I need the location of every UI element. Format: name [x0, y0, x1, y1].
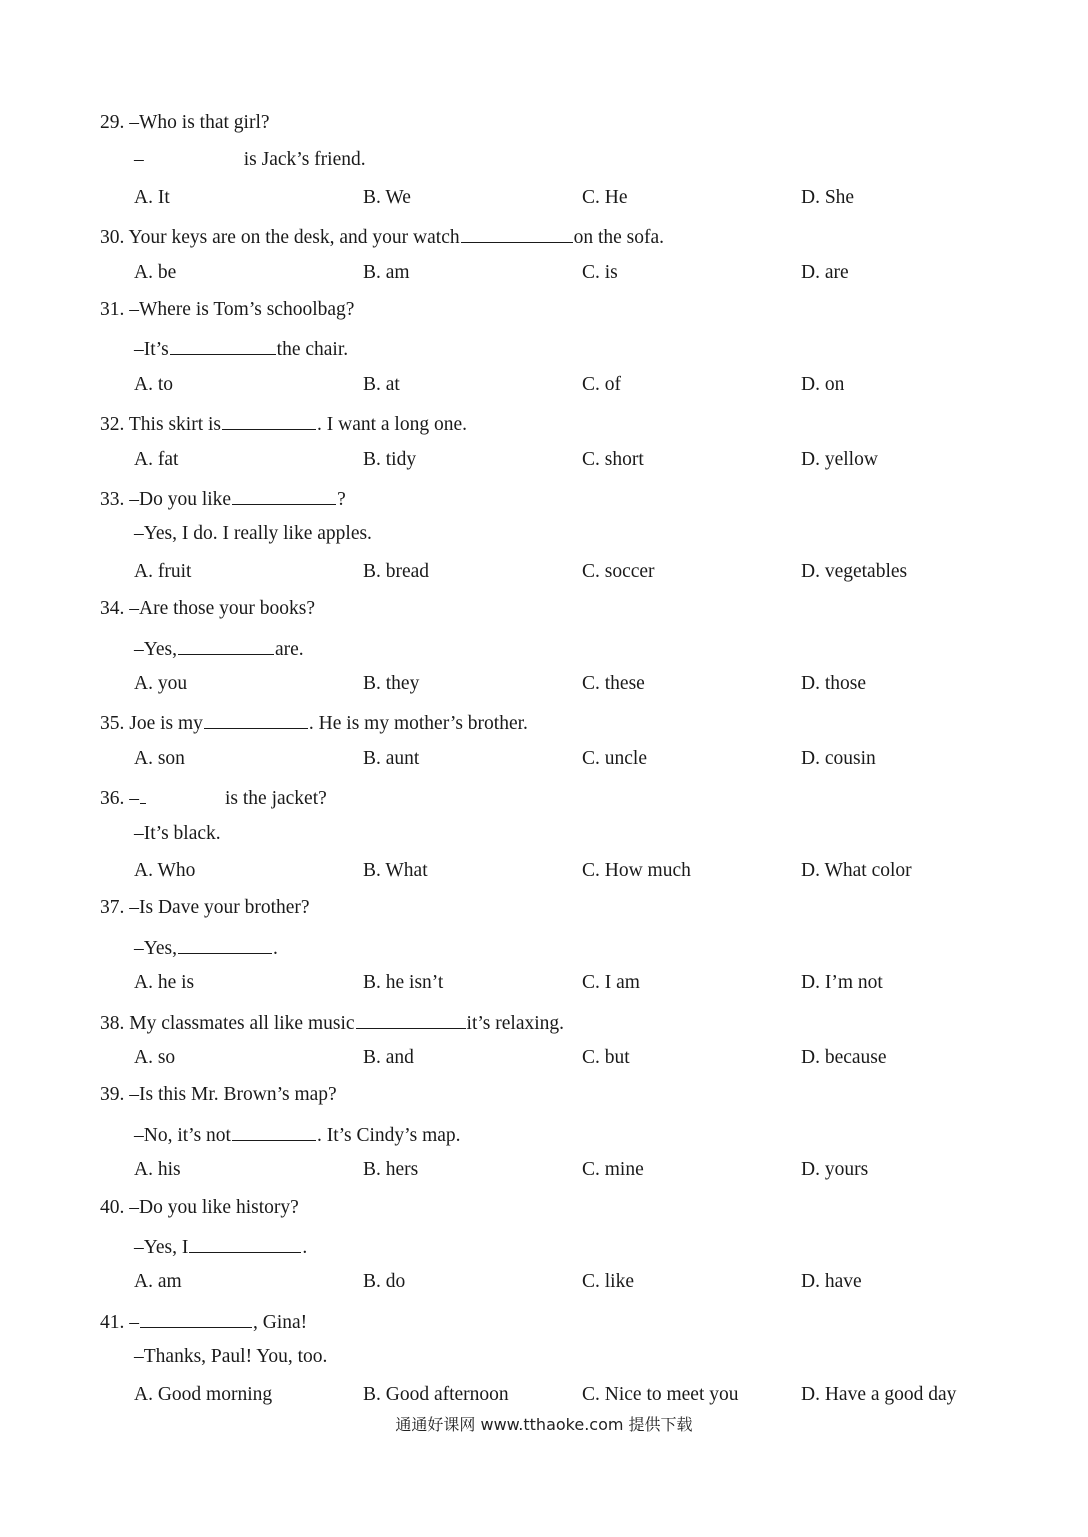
- question-36-options: [0, 860, 1088, 890]
- option-c[interactable]: C. but: [582, 1047, 630, 1068]
- answer-blank: [178, 935, 272, 954]
- answer-blank: [232, 1122, 316, 1141]
- text-segment: it’s relaxing.: [466, 1012, 565, 1034]
- question-33-response-line: [0, 523, 1088, 553]
- question-33-options: [0, 561, 1088, 591]
- question-33-stem: [0, 486, 1088, 516]
- text-segment: –: [134, 149, 144, 171]
- text-segment: –Thanks, Paul! You, too.: [134, 1346, 328, 1368]
- option-b[interactable]: B. they: [363, 673, 420, 694]
- text-segment: .: [302, 1237, 308, 1258]
- question-35-options: [0, 748, 1088, 778]
- option-d[interactable]: D. She: [801, 186, 855, 208]
- question-41-response-line: [0, 1346, 1088, 1376]
- text-segment: on the sofa.: [573, 227, 665, 249]
- option-c[interactable]: C. is: [582, 261, 618, 283]
- question-31-options: [0, 374, 1088, 404]
- option-d[interactable]: D. on: [801, 373, 845, 395]
- question-30-options: [0, 262, 1088, 292]
- text-segment: 36. –: [100, 788, 139, 810]
- text-segment: . It’s Cindy’s map.: [316, 1124, 461, 1146]
- question-30-stem: [0, 224, 1088, 254]
- question-38-options: [0, 1047, 1088, 1077]
- option-c[interactable]: C. mine: [582, 1159, 644, 1181]
- option-b[interactable]: B. What: [363, 860, 428, 881]
- option-a[interactable]: A. be: [134, 261, 177, 283]
- option-d[interactable]: D. I’m not: [801, 972, 883, 994]
- question-34-response-line: [0, 636, 1088, 666]
- option-b[interactable]: B. do: [363, 1271, 406, 1293]
- option-d[interactable]: D. vegetables: [801, 560, 908, 582]
- answer-blank: [178, 636, 274, 655]
- text-segment: 30. Your keys are on the desk, and your watch: [100, 227, 460, 249]
- answer-blank: [170, 336, 276, 355]
- text-segment: . He is my mother’s brother.: [308, 713, 528, 735]
- text-segment: –It’s: [134, 339, 169, 361]
- text-segment: , Gina!: [253, 1311, 308, 1333]
- option-a[interactable]: A. you: [134, 673, 188, 694]
- text-segment: 31. –Where is Tom’s schoolbag?: [100, 299, 355, 320]
- text-segment: –Yes, I do. I really like apples.: [134, 523, 372, 545]
- option-b[interactable]: B. am: [363, 261, 410, 283]
- option-d[interactable]: D. What color: [801, 860, 912, 881]
- option-a[interactable]: A. It: [134, 186, 170, 208]
- question-34-options: [0, 673, 1088, 703]
- option-a[interactable]: A. son: [134, 747, 185, 769]
- question-37-options: [0, 972, 1088, 1002]
- answer-blank: [222, 411, 316, 430]
- option-a[interactable]: A. his: [134, 1159, 181, 1181]
- option-c[interactable]: C. these: [582, 673, 645, 694]
- option-c[interactable]: C. Nice to meet you: [582, 1383, 739, 1405]
- question-37-response-line: [0, 935, 1088, 965]
- text-segment: 34. –Are those your books?: [100, 598, 316, 620]
- option-b[interactable]: B. at: [363, 373, 400, 395]
- option-c[interactable]: C. How much: [582, 860, 691, 881]
- option-c[interactable]: C. soccer: [582, 560, 655, 582]
- text-segment: . I want a long one.: [317, 414, 468, 436]
- option-a[interactable]: A. am: [134, 1271, 182, 1293]
- text-segment: are.: [275, 638, 304, 660]
- text-segment: .: [273, 937, 278, 959]
- text-segment: 35. Joe is my: [100, 713, 203, 735]
- question-39-response-line: [0, 1122, 1088, 1152]
- question-31-stem: [0, 299, 1088, 329]
- question-35-stem: [0, 710, 1088, 740]
- question-37-stem: [0, 897, 1088, 927]
- question-31-response-line: [0, 336, 1088, 366]
- option-a[interactable]: A. Who: [134, 860, 196, 881]
- option-d[interactable]: D. yours: [801, 1159, 869, 1181]
- text-segment: –It’s black.: [134, 822, 221, 844]
- option-b[interactable]: B. tidy: [363, 448, 417, 470]
- question-40-options: [0, 1271, 1088, 1301]
- question-38-stem: [0, 1010, 1088, 1040]
- text-segment: is Jack’s friend.: [243, 149, 366, 171]
- option-d[interactable]: D. cousin: [801, 747, 876, 769]
- text-segment: 40. –Do you like history?: [100, 1196, 299, 1218]
- option-a[interactable]: A. fruit: [134, 560, 192, 582]
- text-segment: 37. –Is Dave your brother?: [100, 897, 310, 919]
- text-segment: 38. My classmates all like music: [100, 1012, 355, 1034]
- text-segment: 32. This skirt is: [100, 414, 221, 436]
- text-segment: –Yes,: [134, 937, 177, 959]
- question-41-options: [0, 1384, 1088, 1414]
- option-a[interactable]: A. so: [134, 1047, 176, 1068]
- question-40-stem: [0, 1197, 1088, 1227]
- text-segment: 41. –: [100, 1311, 139, 1333]
- question-32-options: [0, 449, 1088, 479]
- answer-blank: [189, 1234, 301, 1253]
- text-segment: –No, it’s not: [134, 1124, 231, 1146]
- option-b[interactable]: B. hers: [363, 1159, 419, 1181]
- option-a[interactable]: A. to: [134, 373, 173, 395]
- answer-blank: [356, 1010, 466, 1029]
- option-d[interactable]: D. because: [801, 1047, 887, 1068]
- question-34-stem: [0, 598, 1088, 628]
- option-c[interactable]: C. uncle: [582, 747, 647, 769]
- option-d[interactable]: D. yellow: [801, 448, 878, 470]
- text-segment: –Yes, I: [134, 1237, 189, 1258]
- question-36-response-line: [0, 823, 1088, 853]
- answer-blank: [140, 1309, 252, 1328]
- option-c[interactable]: C. He: [582, 186, 628, 208]
- option-d[interactable]: D. have: [801, 1271, 862, 1293]
- option-d[interactable]: D. Have a good day: [801, 1383, 957, 1405]
- question-40-response-line: [0, 1234, 1088, 1264]
- option-d[interactable]: D. those: [801, 673, 866, 694]
- option-a[interactable]: A. he is: [134, 972, 195, 994]
- question-39-stem: [0, 1084, 1088, 1114]
- text-segment: 33. –Do you like: [100, 489, 232, 510]
- question-41-stem: [0, 1309, 1088, 1339]
- question-36-stem: [0, 785, 1088, 815]
- option-d[interactable]: D. are: [801, 261, 849, 283]
- text-segment: is the jacket?: [225, 788, 327, 810]
- option-b[interactable]: B. bread: [363, 560, 430, 582]
- option-a[interactable]: A. Good morning: [134, 1383, 273, 1405]
- option-c[interactable]: C. of: [582, 373, 621, 395]
- question-29-options: [0, 187, 1088, 217]
- option-c[interactable]: C. I am: [582, 972, 640, 994]
- option-b[interactable]: B. he isn’t: [363, 972, 444, 994]
- answer-blank: [140, 785, 146, 804]
- option-b[interactable]: B. We: [363, 186, 411, 208]
- option-a[interactable]: A. fat: [134, 448, 179, 470]
- question-39-options: [0, 1159, 1088, 1189]
- answer-blank: [461, 224, 573, 243]
- option-c[interactable]: C. short: [582, 448, 644, 470]
- option-b[interactable]: B. Good afternoon: [363, 1383, 509, 1405]
- text-segment: the chair.: [276, 339, 349, 361]
- footer-credit: 通通好课网 www.tthaoke.com 提供下载: [395, 1415, 693, 1434]
- option-c[interactable]: C. like: [582, 1271, 634, 1293]
- text-segment: ?: [337, 489, 346, 510]
- answer-blank: [232, 486, 336, 505]
- option-b[interactable]: B. and: [363, 1047, 414, 1068]
- question-29-stem: [0, 112, 1088, 142]
- answer-blank: [204, 710, 308, 729]
- text-segment: –Yes,: [134, 638, 177, 660]
- question-29-response-line: [0, 149, 1088, 179]
- option-b[interactable]: B. aunt: [363, 747, 420, 769]
- text-segment: 29. –Who is that girl?: [100, 112, 270, 133]
- question-32-stem: [0, 411, 1088, 441]
- text-segment: 39. –Is this Mr. Brown’s map?: [100, 1084, 337, 1106]
